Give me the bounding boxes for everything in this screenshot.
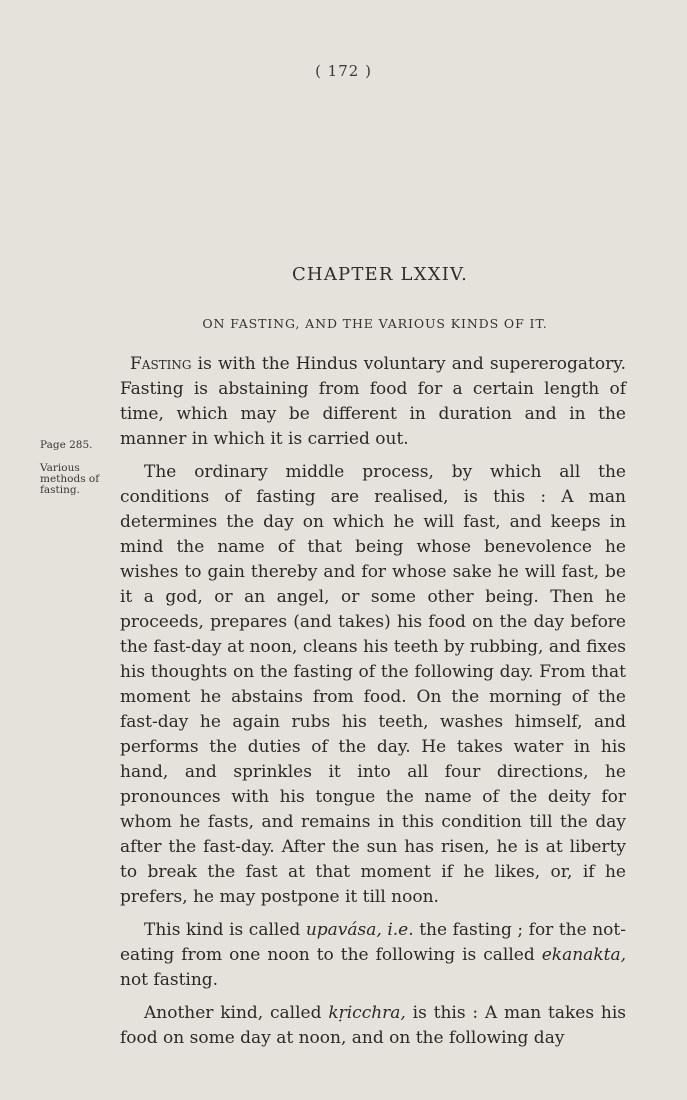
abbrev-ie: i.e. [387,920,414,940]
paragraph-2: The ordinary middle process, by which all the conditions of fasting are realised, is this : A man determines the day on which he will fast, and keeps in mind the name of that being whose benevolence he wishes to gain thereby and for whose sake he will fast, be it a god, or an angel, or some other being. Then he proceeds, prepares (and takes) his food on the day before the fast-day at noon, cleans his teeth by rubbing, and fixes his thoughts on the fasting of the following day. From that moment he abstains from food. On the morning of the fast-day he again rubs his teeth, washes himself, and performs the duties of the day. He takes water in his hand, and sprinkles it into all four directions, he pronounces with his tongue the name of the deity for whom he fasts, and remains in this condition till the day after the fast-day. After the sun has risen, he is at liberty to break the fast at that moment if he likes, or, if he prefers, he may postpone it till noon. [120,462,626,907]
paragraph-3 [120,918,626,993]
paragraph-1 [120,352,626,452]
page-number: ( 172 ) [315,62,372,80]
paragraph-1-text: is with the Hindus voluntary and supererogatory. Fasting is abstaining from food for a certain length of time, which may be different in duration and in the manner in which it is carried out. [120,354,626,449]
paragraph-4 [120,1001,626,1051]
paragraph-3-text-c: the fasting ; for the not-eating from one noon to the following is called [120,920,626,965]
term-upavasa: upavása, [305,920,382,940]
margin-note-page-reference: Page 285. [40,439,93,451]
margin-note-topic: Various methods of fasting. [40,462,100,496]
paragraph-4-text-a: Another kind, called [144,1003,329,1023]
body-text [120,352,626,1051]
term-kricchra: kṛicchra, [328,1003,406,1023]
paragraph-3-text-a: This kind is called [144,920,306,940]
chapter-title: CHAPTER LXXIV. [291,264,469,285]
chapter-subtitle: ON FASTING, AND THE VARIOUS KINDS OF IT. [202,316,548,331]
paragraph-3-text-d: not fasting. [120,970,219,990]
paragraph-4-text-b: is this : A man takes his food on some day at noon, and on the following day [120,1003,626,1048]
term-ekanakta: ekanakta, [541,945,626,965]
paragraph-lead-word: Fasting [130,354,192,374]
